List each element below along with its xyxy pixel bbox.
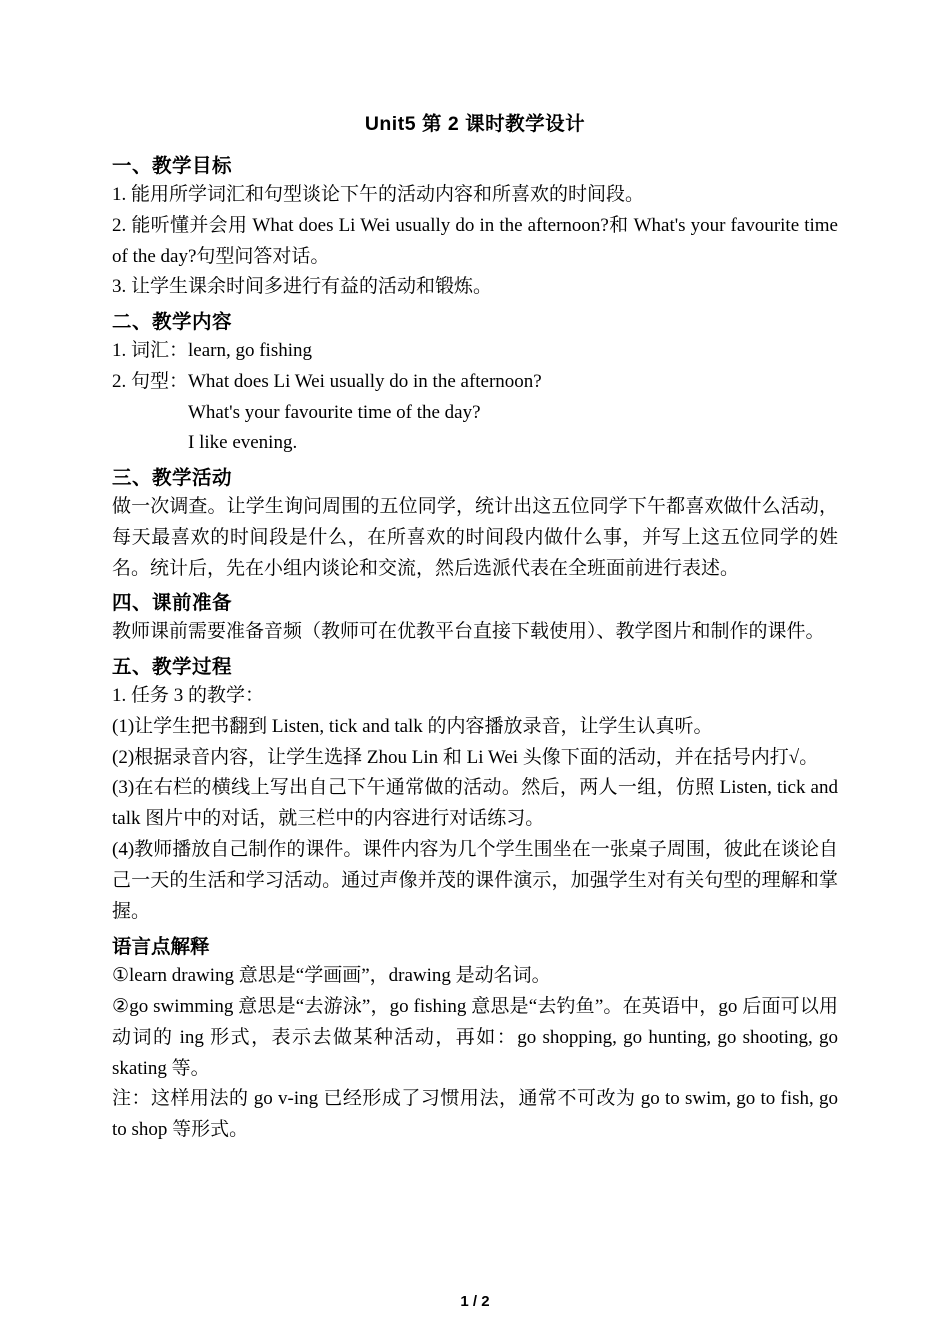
paragraph: (1)让学生把书翻到 Listen, tick and talk 的内容播放录音，让学生认真听。 [112, 715, 713, 737]
paragraph: 1. 词汇：learn, go fishing [112, 340, 313, 362]
paragraph: 2. 能听懂并会用 What does Li Wei usually do in the afternoon?和 What's your favourite time of the day?句型问答对话。 [112, 214, 838, 267]
paragraph: (3)在右栏的横线上写出自己下午通常做的活动。然后，两人一组，仿照 Listen, tick and talk 图片中的对话，就三栏中的内容进行对话练习。 [112, 777, 838, 830]
page-number: 1 / 2 [460, 1293, 490, 1310]
paragraph: ②go swimming 意思是“去游泳”，go fishing 意思是“去钓鱼”。在英语中，go 后面可以用动词的 ing 形式，表示去做某种活动，再如：go shopping, go hunting, go shooting, go skating 等。 [112, 996, 838, 1079]
section-heading-teaching-objectives: 一、教学目标 [112, 155, 233, 177]
paragraph: 2. 句型：What does Li Wei usually do in the afternoon? [112, 370, 542, 392]
section-heading-teaching-process: 五、教学过程 [112, 656, 233, 679]
paragraph: 注：这样用法的 go v-ing 已经形成了习惯用法，通常不可改为 go to swim, go to fish, go to shop 等形式。 [112, 1088, 838, 1141]
subsection-heading-language-points: 语言点解释 [112, 936, 210, 959]
section-heading-teaching-activities: 三、教学活动 [112, 467, 233, 490]
paragraph-indented: I like evening. [188, 432, 298, 454]
paragraph: (2)根据录音内容，让学生选择 Zhou Lin 和 Li Wei 头像下面的活动，并在括号内打√。 [112, 746, 819, 768]
paragraph: 1. 任务 3 的教学： [112, 685, 265, 707]
page-title: Unit5 第 2 课时教学设计 [364, 113, 586, 135]
paragraph: (4)教师播放自己制作的课件。课件内容为几个学生围坐在一张桌子周围，彼此在谈论自己一天的生活和学习活动。通过声像并茂的课件演示，加强学生对有关句型的理解和掌握。 [112, 839, 838, 922]
paragraph-indented: What's your favourite time of the day? [188, 401, 481, 423]
section-heading-teaching-content: 二、教学内容 [112, 311, 233, 334]
paragraph: ①learn drawing 意思是“学画画”，drawing 是动名词。 [112, 965, 551, 987]
paragraph: 1. 能用所学词汇和句型谈论下午的活动内容和所喜欢的时间段。 [112, 184, 645, 205]
paragraph: 3. 让学生课余时间多进行有益的活动和锻炼。 [112, 276, 493, 298]
paragraph: 教师课前需要准备音频（教师可在优教平台直接下载使用）、教学图片和制作的课件。 [112, 621, 825, 643]
paragraph: 做一次调查。让学生询问周围的五位同学，统计出这五位同学下午都喜欢做什么活动，每天最喜欢的时间段是什么，在所喜欢的时间段内做什么事，并写上这五位同学的姓名。统计后，先在小组内谈论和交流，然后选派代表在全班面前进行表述。 [112, 496, 838, 579]
section-heading-preparation: 四、课前准备 [112, 592, 233, 615]
